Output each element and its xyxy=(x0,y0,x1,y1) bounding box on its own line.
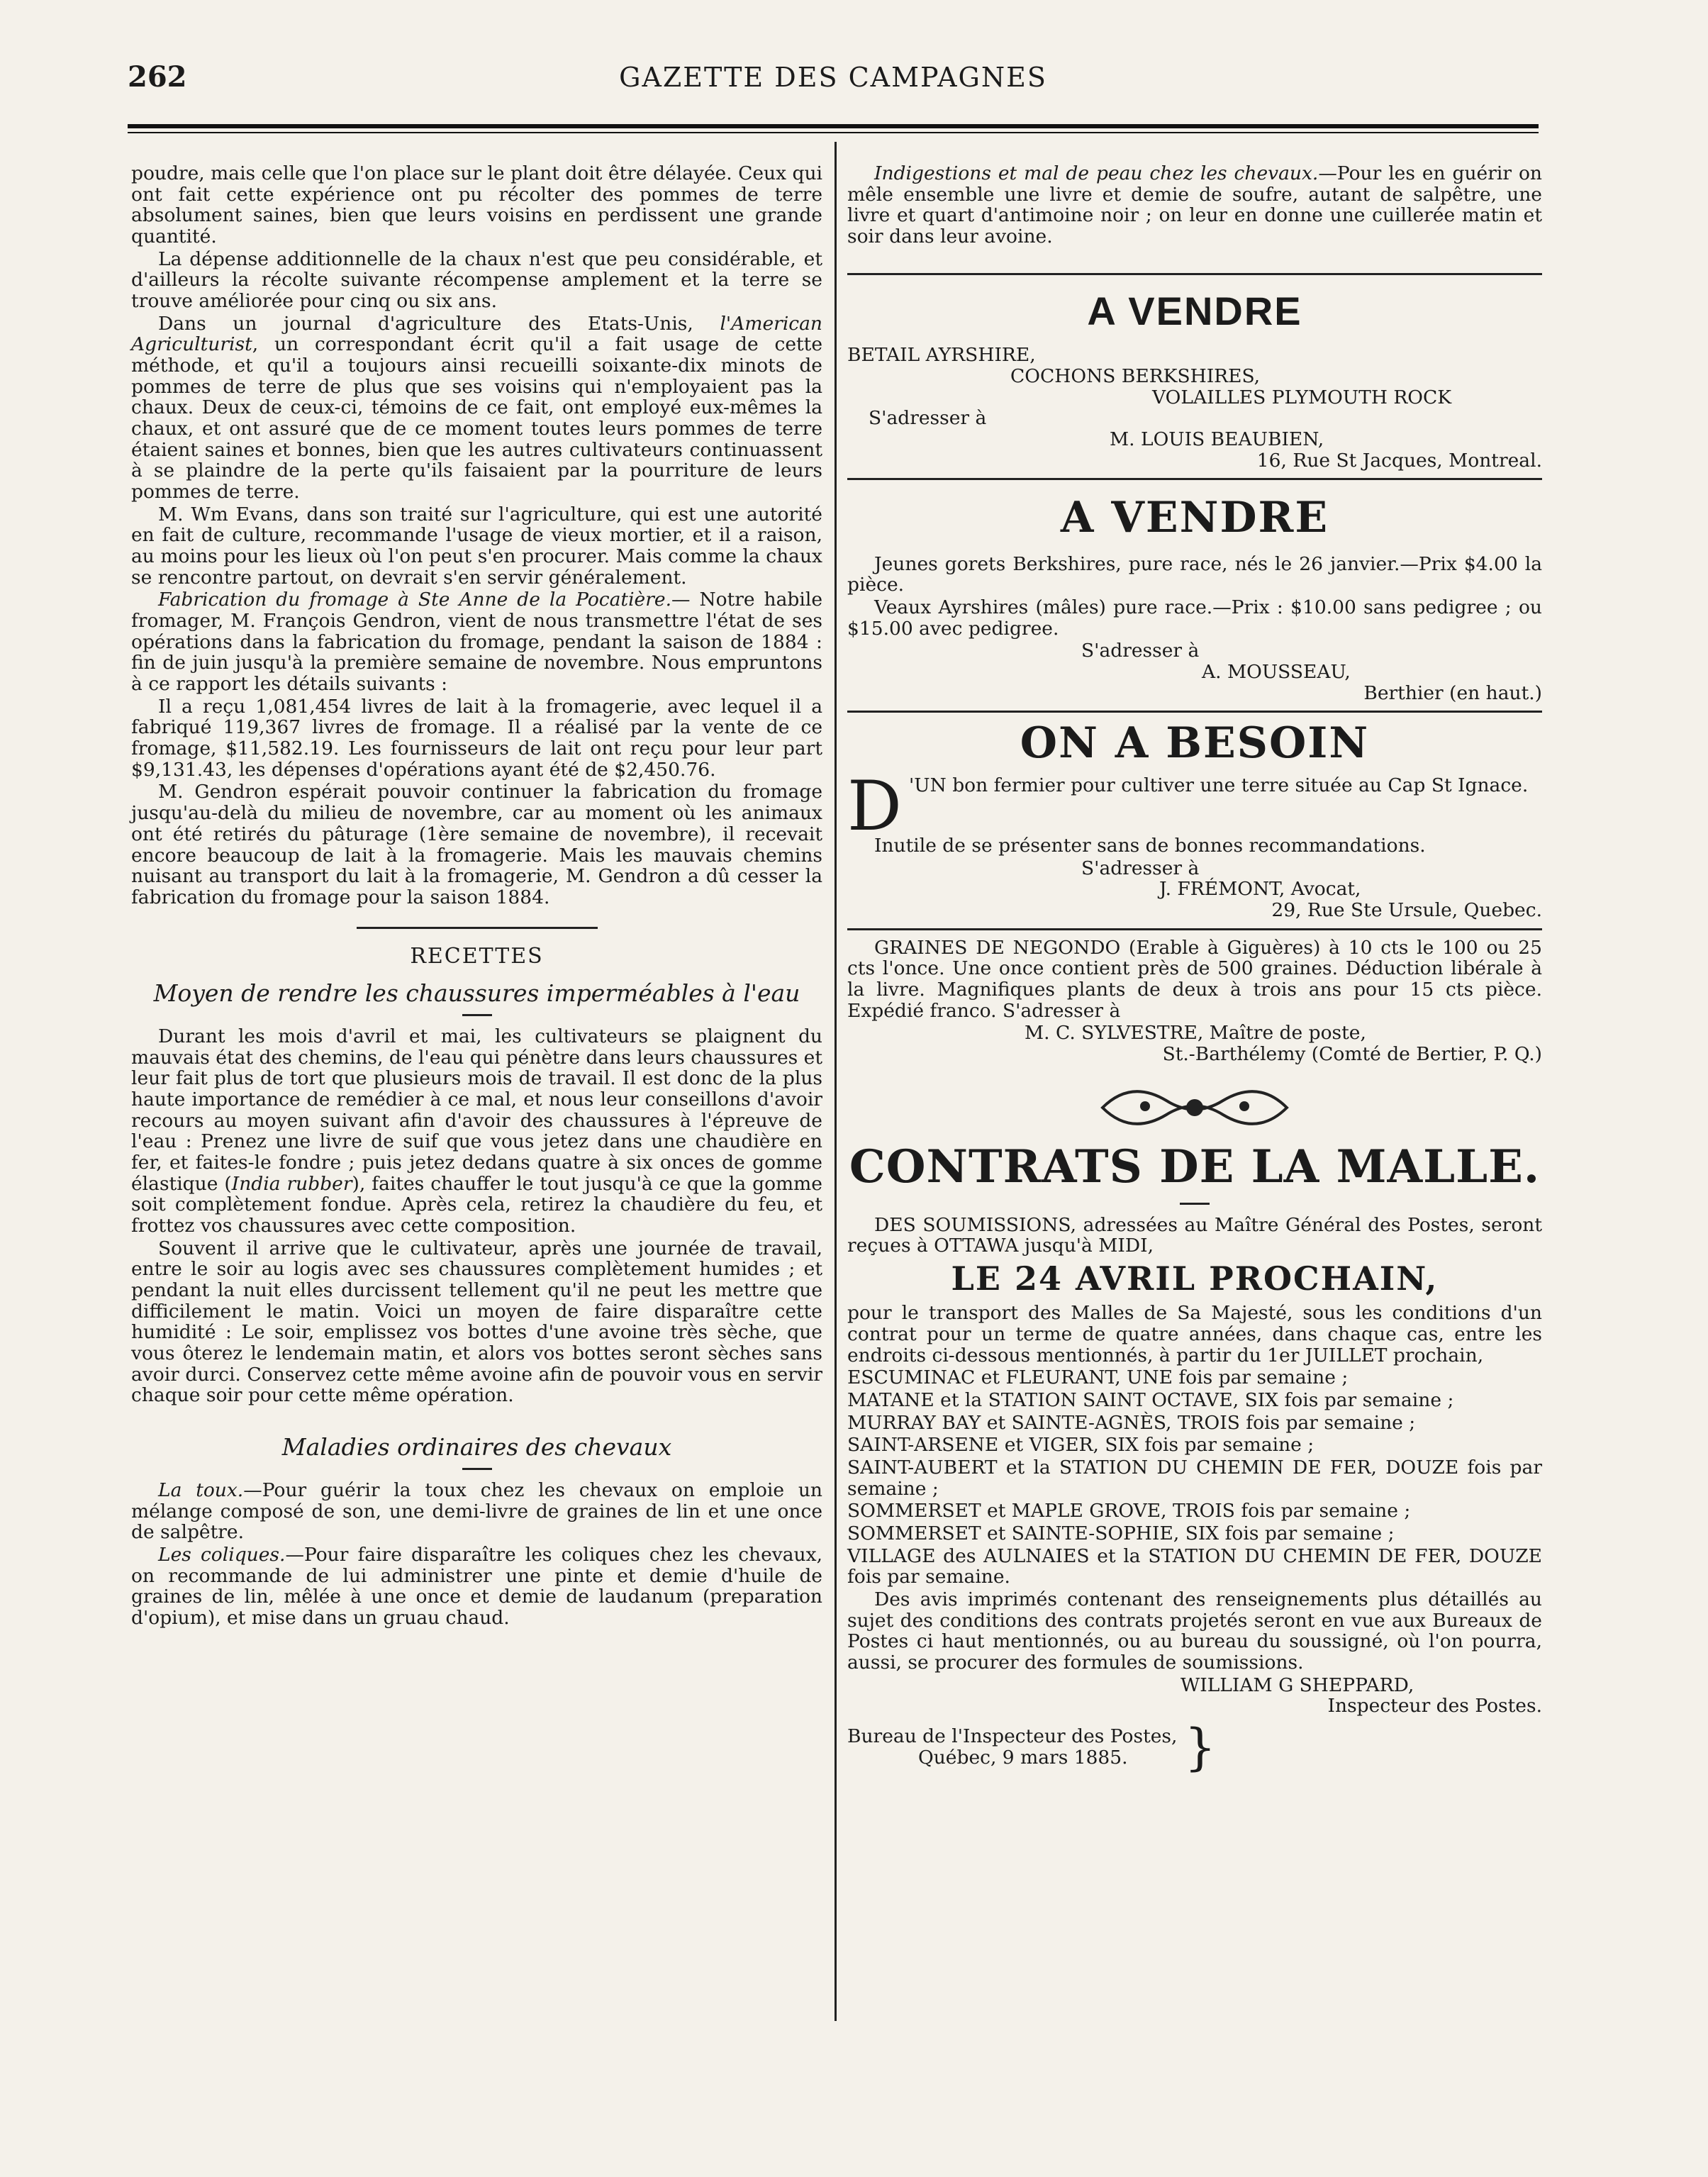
ad-paragraph: Veaux Ayrshires (mâles) pure race.—Prix : $10.00 sans pedigree ; ou $15.00 avec pedigree. xyxy=(847,596,1542,640)
ad-line: St.-Barthélemy (Comté de Bertier, P. Q.) xyxy=(1162,1043,1542,1066)
ad-a-vendre-mousseau xyxy=(847,494,1542,703)
route-item: ESCUMINAC et FLEURANT, UNE fois par semaine ; xyxy=(847,1366,1349,1389)
bureau-block xyxy=(847,1718,1542,1777)
dash-divider xyxy=(462,1468,492,1470)
drop-cap: D xyxy=(847,766,902,846)
ad-paragraph: DES SOUMISSIONS, adressées au Maître Général des Postes, seront reçues à OTTAWA jusqu'à MIDI, xyxy=(847,1213,1542,1257)
page-title: GAZETTE DES CAMPAGNES xyxy=(619,62,1047,93)
bureau-line: Bureau de l'Inspecteur des Postes, xyxy=(847,1725,1178,1748)
paragraph: Dans un journal d'agriculture des Etats-Unis, l'American Agriculturist, un correspondant écrit qu'il a fait usage de cette méthode, et qu'il a toujours ainsi recueilli soixante-dix minots de pommes de terre de plus que ses voisins qui n'employaient pas la chaux. Deux de ceux-ci, témoins de ce fait, ont employé eux-mêmes la chaux, et ont assuré que de ce moment toutes leurs pommes de terre étaient saines et bonnes, bien que les autres cultivateurs continuassent à se plaindre de la perte qu'ils faisaient par la pourriture de leurs pommes de terre. xyxy=(131,312,822,503)
ad-a-vendre-beaubien xyxy=(847,289,1542,472)
ad-paragraph: D 'UN bon fermier pour cultiver une terre située au Cap St Ignace. xyxy=(847,766,1529,846)
paragraph: Souvent il arrive que le cultivateur, après une journée de travail, entre le soir au logis avec ses chaussures complètement humides ; et pendant la nuit elles durcissent tellement qu'il ne peut les mettre que difficilement le matin. Voici un moyen de faire disparaître cette humidité : Le soir, emplissez vos bottes d'une avoine très sèche, que vous ôterez le lendemain matin, et alors vos bottes seront sèches sans avoir durci. Conservez cette même avoine afin de pouvoir vous en servir chaque soir pour cette même opération. xyxy=(131,1237,822,1407)
paragraph: Durant les mois d'avril et mai, les cultivateurs se plaignent du mauvais état des chemins, de l'eau qui pénètre dans leurs chaussures et leur fait plus de tort que plusieurs mois de travail. Il est donc de la plus haute importance de remédier à ce mal, et nous leur conseillons d'avoir recours au moyen suivant afin d'avoir des chaussures à l'épreuve de l'eau : Prenez une livre de suif que vous jetez dans une chaudière en fer, et faites-le fondre ; puis jetez dedans quatre à six onces de gomme élastique (India rubber), faites chauffer le tout jusqu'à ce que la gomme soit complètement fondue. Après cela, retirez la chaudière du feu, et frottez vos chaussures avec cette composition. xyxy=(131,1025,822,1237)
route-item: VILLAGE des AULNAIES et la STATION DU CHEMIN DE FER, DOUZE fois par semaine. xyxy=(847,1544,1542,1588)
ad-line: S'adresser à xyxy=(869,407,987,430)
ad-graines-negondo xyxy=(847,937,1542,1065)
section-divider xyxy=(357,927,598,929)
column-rule xyxy=(835,142,837,2021)
ad-divider xyxy=(847,711,1542,713)
ad-line: S'adresser à xyxy=(1081,857,1200,879)
ad-paragraph: GRAINES DE NEGONDO (Erable à Giguères) à 10 cts le 100 ou 25 cts l'once. Une once contient près de 500 graines. Déduction libérale à la livre. Magnifiques plants de deux à trois ans pour 15 cts pièce. Expédié franco. S'adresser à xyxy=(847,936,1542,1022)
paragraph: Il a reçu 1,081,454 livres de lait à la fromagerie, avec lequel il a fabriqué 119,367 livres de fromage. Il a réalisé par la vente de ce fromage, $11,582.19. Les fournisseurs de lait ont reçu pour leur part $9,131.43, les dépenses d'opérations ayant été de $2,450.76. xyxy=(131,695,822,781)
paragraph: M. Gendron espérait pouvoir continuer la fabrication du fromage jusqu'au-delà du milieu de novembre, car au moment où les animaux ont été retirés du pâturage (1ère semaine de novembre), il recevait encore beaucoup de lait à la fromagerie. Mais les mauvais chemins nuisant au transport du lait à la fromagerie, M. Gendron a dû cesser la fabrication du fromage pour la saison 1884. xyxy=(131,781,822,908)
left-column xyxy=(131,163,822,1630)
ad-line: 29, Rue Ste Ursule, Quebec. xyxy=(1271,899,1542,922)
ad-heading: CONTRATS DE LA MALLE. xyxy=(849,1140,1541,1193)
route-item: SAINT-ARSENE et VIGER, SIX fois par semaine ; xyxy=(847,1434,1315,1457)
dash-divider xyxy=(1180,1203,1210,1205)
paragraph: La dépense additionnelle de la chaux n'est que peu considérable, et d'ailleurs la récolte suivante récompense amplement et la terre se trouve améliorée pour cinq ou six ans. xyxy=(131,247,822,313)
deadline-date: LE 24 AVRIL PROCHAIN, xyxy=(951,1259,1439,1298)
route-item: SOMMERSET et MAPLE GROVE, TROIS fois par semaine ; xyxy=(847,1500,1411,1522)
bureau-line: Québec, 9 mars 1885. xyxy=(918,1747,1128,1769)
paragraph: La toux.—Pour guérir la toux chez les chevaux on emploie un mélange composé de son, une demi-livre de graines de lin et une once de salpêtre. xyxy=(131,1479,822,1544)
ad-paragraph: Jeunes gorets Berkshires, pure race, nés le 26 janvier.—Prix $4.00 la pièce. xyxy=(847,552,1542,596)
ad-line: BETAIL AYRSHIRE, xyxy=(847,344,1036,367)
ad-divider xyxy=(847,478,1542,480)
route-list xyxy=(847,1367,1542,1588)
page-number: 262 xyxy=(128,60,187,94)
ad-contrats-malle xyxy=(847,1140,1542,1777)
paragraph: Les coliques.—Pour faire disparaître les coliques chez les chevaux, on recommande de lui administrer une pinte et demie d'huile de graines de lin, mêlée à une once et demie de laudanum (preparation d'opium), et mise dans un gruau chaud. xyxy=(131,1544,822,1630)
ad-on-a-besoin xyxy=(847,720,1542,920)
route-item: MURRAY BAY et SAINTE-AGNÈS, TROIS fois par semaine ; xyxy=(847,1411,1416,1434)
paragraph: poudre, mais celle que l'on place sur le plant doit être délayée. Ceux qui ont fait cette expérience ont pu récolter des pommes de terre absolument saines, bien que leurs voisins en perdissent une grande quantité. xyxy=(131,162,822,248)
ad-line: M. C. SYLVESTRE, Maître de poste, xyxy=(1025,1022,1366,1045)
header-rule-thin xyxy=(128,132,1539,133)
page-header xyxy=(121,53,1546,103)
ad-paragraph: Des avis imprimés contenant des renseignements plus détaillés au sujet des conditions des contrats projetés seront en vue aux Bureaux de Postes ci haut mentionnés, ou au bureau du soussigné, où l'on pourra, aussi, se procurer des formules de soumissions. xyxy=(847,1588,1542,1674)
section-heading-recettes: RECETTES xyxy=(410,943,544,969)
brace-icon: } xyxy=(1184,1718,1217,1777)
ad-line: COCHONS BERKSHIRES, xyxy=(1010,365,1261,388)
ad-paragraph: pour le transport des Malles de Sa Majesté, sous les conditions d'un contrat pour un terme de quatre années, dans chaque cas, entre les endroits ci-dessous mentionnés, à partir du 1er JUILLET prochain, xyxy=(847,1302,1542,1366)
maladies-title: Maladies ordinaires des chevaux xyxy=(281,1433,672,1461)
signature-name: WILLIAM G SHEPPARD, xyxy=(1180,1674,1414,1696)
ad-divider xyxy=(847,273,1542,275)
route-item: SAINT-AUBERT et la STATION DU CHEMIN DE FER, DOUZE fois par semaine ; xyxy=(847,1457,1542,1500)
ornament-icon xyxy=(1088,1079,1301,1136)
signature-title: Inspecteur des Postes. xyxy=(1327,1695,1542,1717)
ad-line: S'adresser à xyxy=(1081,640,1200,662)
paragraph: Indigestions et mal de peau chez les chevaux.—Pour les en guérir on mêle ensemble une livre et demie de soufre, autant de salpêtre, une livre et quart d'antimoine noir ; on leur en donne une cuillerée matin et soir dans leur avoine. xyxy=(847,162,1542,248)
ad-line: M. LOUIS BEAUBIEN, xyxy=(1110,428,1324,451)
ad-paragraph: Inutile de se présenter sans de bonnes recommandations. xyxy=(874,835,1426,857)
route-item: MATANE et la STATION SAINT OCTAVE, SIX fois par semaine ; xyxy=(847,1389,1454,1412)
ad-line: VOLAILLES PLYMOUTH ROCK xyxy=(1152,386,1452,408)
paragraph: Fabrication du fromage à Ste Anne de la Pocatière.— Notre habile fromager, M. François Gendron, vient de nous transmettre l'état de ses opérations dans la fabrication du fromage, pendant la saison de 1884 : fin de juin jusqu'à la première semaine de novembre. Nous empruntons à ce rapport les détails suivants : xyxy=(131,589,823,696)
route-item: SOMMERSET et SAINTE-SOPHIE, SIX fois par semaine ; xyxy=(847,1522,1395,1545)
right-column xyxy=(847,162,1542,1777)
ad-heading: A VENDRE xyxy=(1060,493,1329,543)
header-rule xyxy=(128,124,1539,128)
ad-line: A. MOUSSEAU, xyxy=(1202,660,1351,683)
ad-line: Berthier (en haut.) xyxy=(1363,681,1542,704)
paragraph: M. Wm Evans, dans son traité sur l'agriculture, qui est une autorité en fait de culture, recommande l'usage de vieux mortier, et il a raison, au moins pour les lieux où l'on peut s'en procurer. Mais comme la chaux se rencontre partout, on devrait s'en servir généralement. xyxy=(131,503,822,589)
ad-heading: ON A BESOIN xyxy=(1020,718,1370,769)
ad-line: J. FRÉMONT, Avocat, xyxy=(1159,878,1361,901)
ad-heading: A VENDRE xyxy=(1087,288,1302,333)
dash-divider xyxy=(462,1014,492,1016)
ad-divider xyxy=(847,928,1542,930)
ad-line: 16, Rue St Jacques, Montreal. xyxy=(1256,449,1542,472)
recipe-title: Moyen de rendre les chaussures imperméables à l'eau xyxy=(153,979,800,1008)
